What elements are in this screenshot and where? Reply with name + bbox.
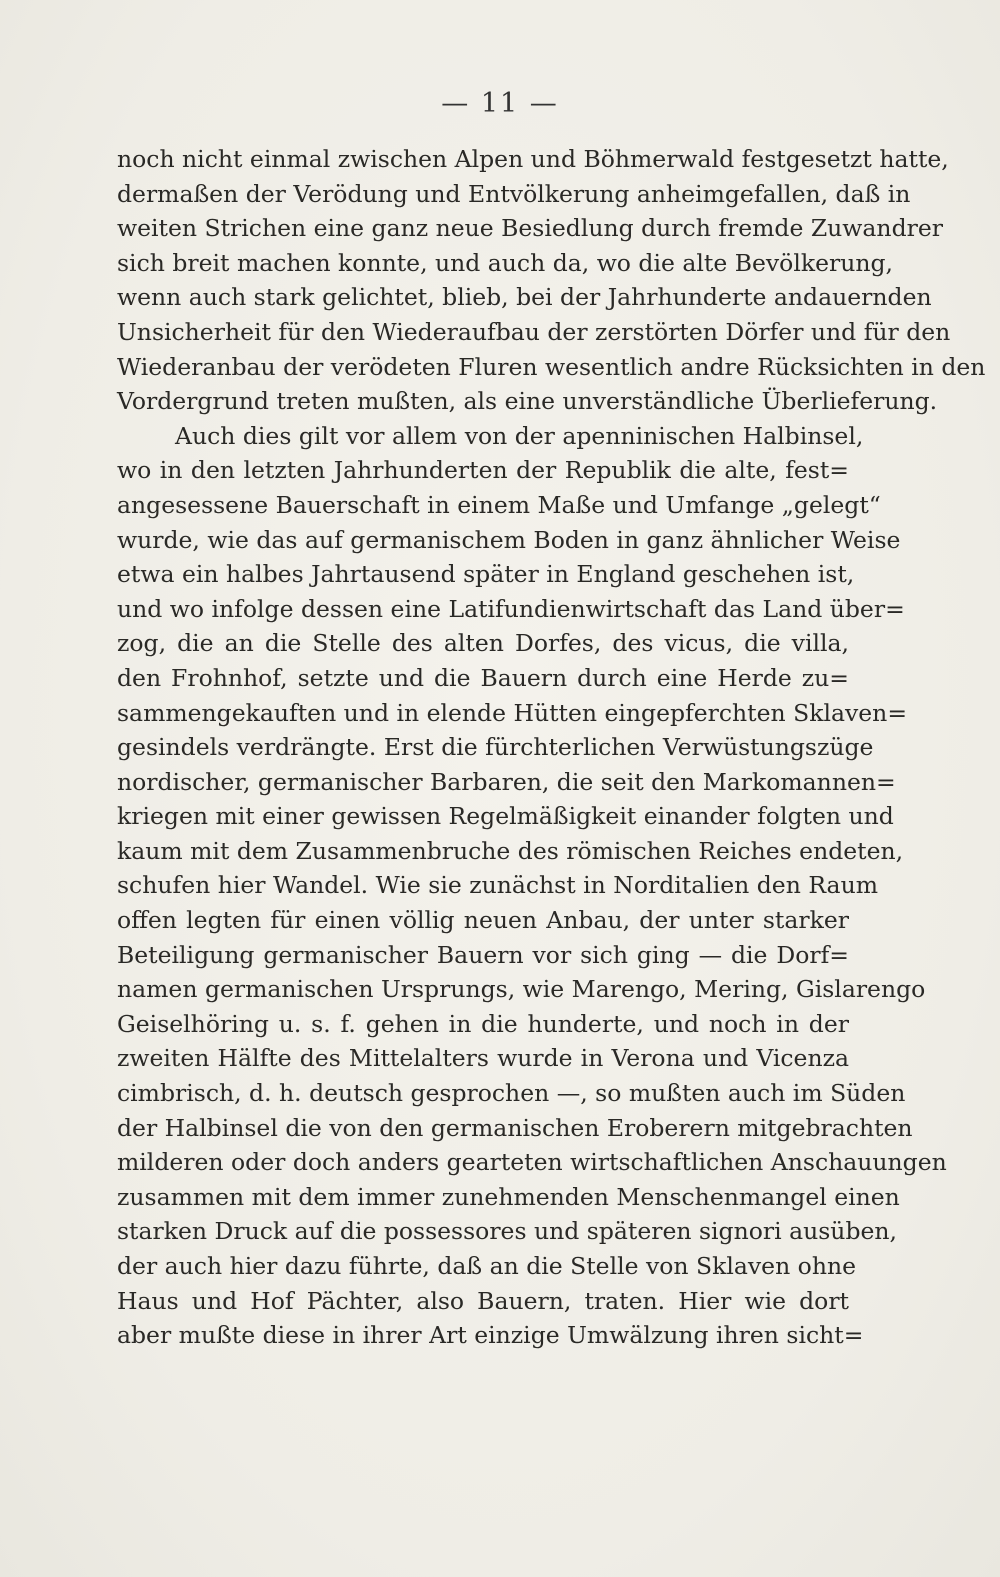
text-line: der auch hier dazu führte, daß an die Stelle von Sklaven ohne (117, 1252, 856, 1280)
text-line: wenn auch stark gelichtet, blieb, bei der Jahrhunderte andauernden (117, 283, 932, 312)
text-line: offen legten für einen völlig neuen Anbau, der unter starker (117, 906, 849, 935)
text-line: Wiederanbau der verödeten Fluren wesentlich andre Rücksichten in den (117, 352, 986, 381)
text-line: noch nicht einmal zwischen Alpen und Böhmerwald festgesetzt hatte, (117, 145, 949, 173)
text-line: und wo infolge dessen eine Latifundienwirtschaft das Land über= (117, 594, 905, 623)
text-line: namen germanischen Ursprungs, wie Marengo, Mering, Gislarengo (117, 975, 926, 1004)
body-text (117, 142, 986, 1353)
text-line: der Halbinsel die von den germanischen Eroberern mitgebrachten (117, 1113, 913, 1142)
text-line: dermaßen der Verödung und Entvölkerung anheimgefallen, daß in (117, 179, 911, 208)
text-line: Unsicherheit für den Wiederaufbau der zerstörten Dörfer und für den (117, 317, 951, 346)
text-line: nordischer, germanischer Barbaren, die seit den Markomannen= (117, 767, 896, 796)
text-line: etwa ein halbes Jahrtausend später in England geschehen ist, (117, 560, 855, 589)
text-line: wurde, wie das auf germanischem Boden in ganz ähnlicher Weise (117, 525, 901, 554)
text-line: sammengekauften und in elende Hütten eingepferchten Sklaven= (117, 698, 908, 727)
text-line: zweiten Hälfte des Mittelalters wurde in Verona und Vicenza (117, 1044, 849, 1073)
text-line: aber mußte diese in ihrer Art einzige Umwälzung ihren sicht= (117, 1321, 864, 1350)
page-number: — 11 — (441, 88, 559, 119)
text-line: cimbrisch, d. h. deutsch gesprochen —, so mußten auch im Süden (117, 1079, 906, 1108)
text-line: weiten Strichen eine ganz neue Besiedlung durch fremde Zuwandrer (117, 214, 943, 243)
text-line: milderen oder doch anders gearteten wirtschaftlichen Anschauungen (117, 1148, 947, 1177)
text-line: zog, die an die Stelle des alten Dorfes, des vicus, die villa, (117, 629, 849, 658)
text-line: zusammen mit dem immer zunehmenden Menschenmangel einen (117, 1182, 900, 1211)
text-line: gesindels verdrängte. Erst die fürchterlichen Verwüstungszüge (117, 733, 874, 762)
text-line: kriegen mit einer gewissen Regelmäßigkeit einander folgten und (117, 802, 894, 831)
text-line: Vordergrund treten mußten, als eine unverständliche Überlieferung. (117, 387, 938, 416)
text-line: wo in den letzten Jahrhunderten der Republik die alte, fest= (117, 456, 849, 485)
text-line: Haus und Hof Pächter, also Bauern, traten. Hier wie dort (117, 1286, 849, 1315)
text-line: sich breit machen konnte, und auch da, wo die alte Bevölkerung, (117, 248, 893, 277)
text-line: angesessene Bauerschaft in einem Maße und Umfange „gelegt“ (117, 490, 881, 519)
text-line: Beteiligung germanischer Bauern vor sich ging — die Dorf= (117, 940, 849, 969)
paragraph-start-line: Auch dies gilt vor allem von der apenninischen Halbinsel, (175, 421, 864, 450)
text-line: kaum mit dem Zusammenbruche des römischen Reiches endeten, (117, 836, 904, 865)
text-line: schufen hier Wandel. Wie sie zunächst in Norditalien den Raum (117, 871, 878, 900)
text-line: den Frohnhof, setzte und die Bauern durch eine Herde zu= (117, 663, 849, 692)
text-line: Geiselhöring u. s. f. gehen in die hunderte, und noch in der (117, 1009, 849, 1038)
text-line: starken Druck auf die possessores und späteren signori ausüben, (117, 1217, 897, 1246)
